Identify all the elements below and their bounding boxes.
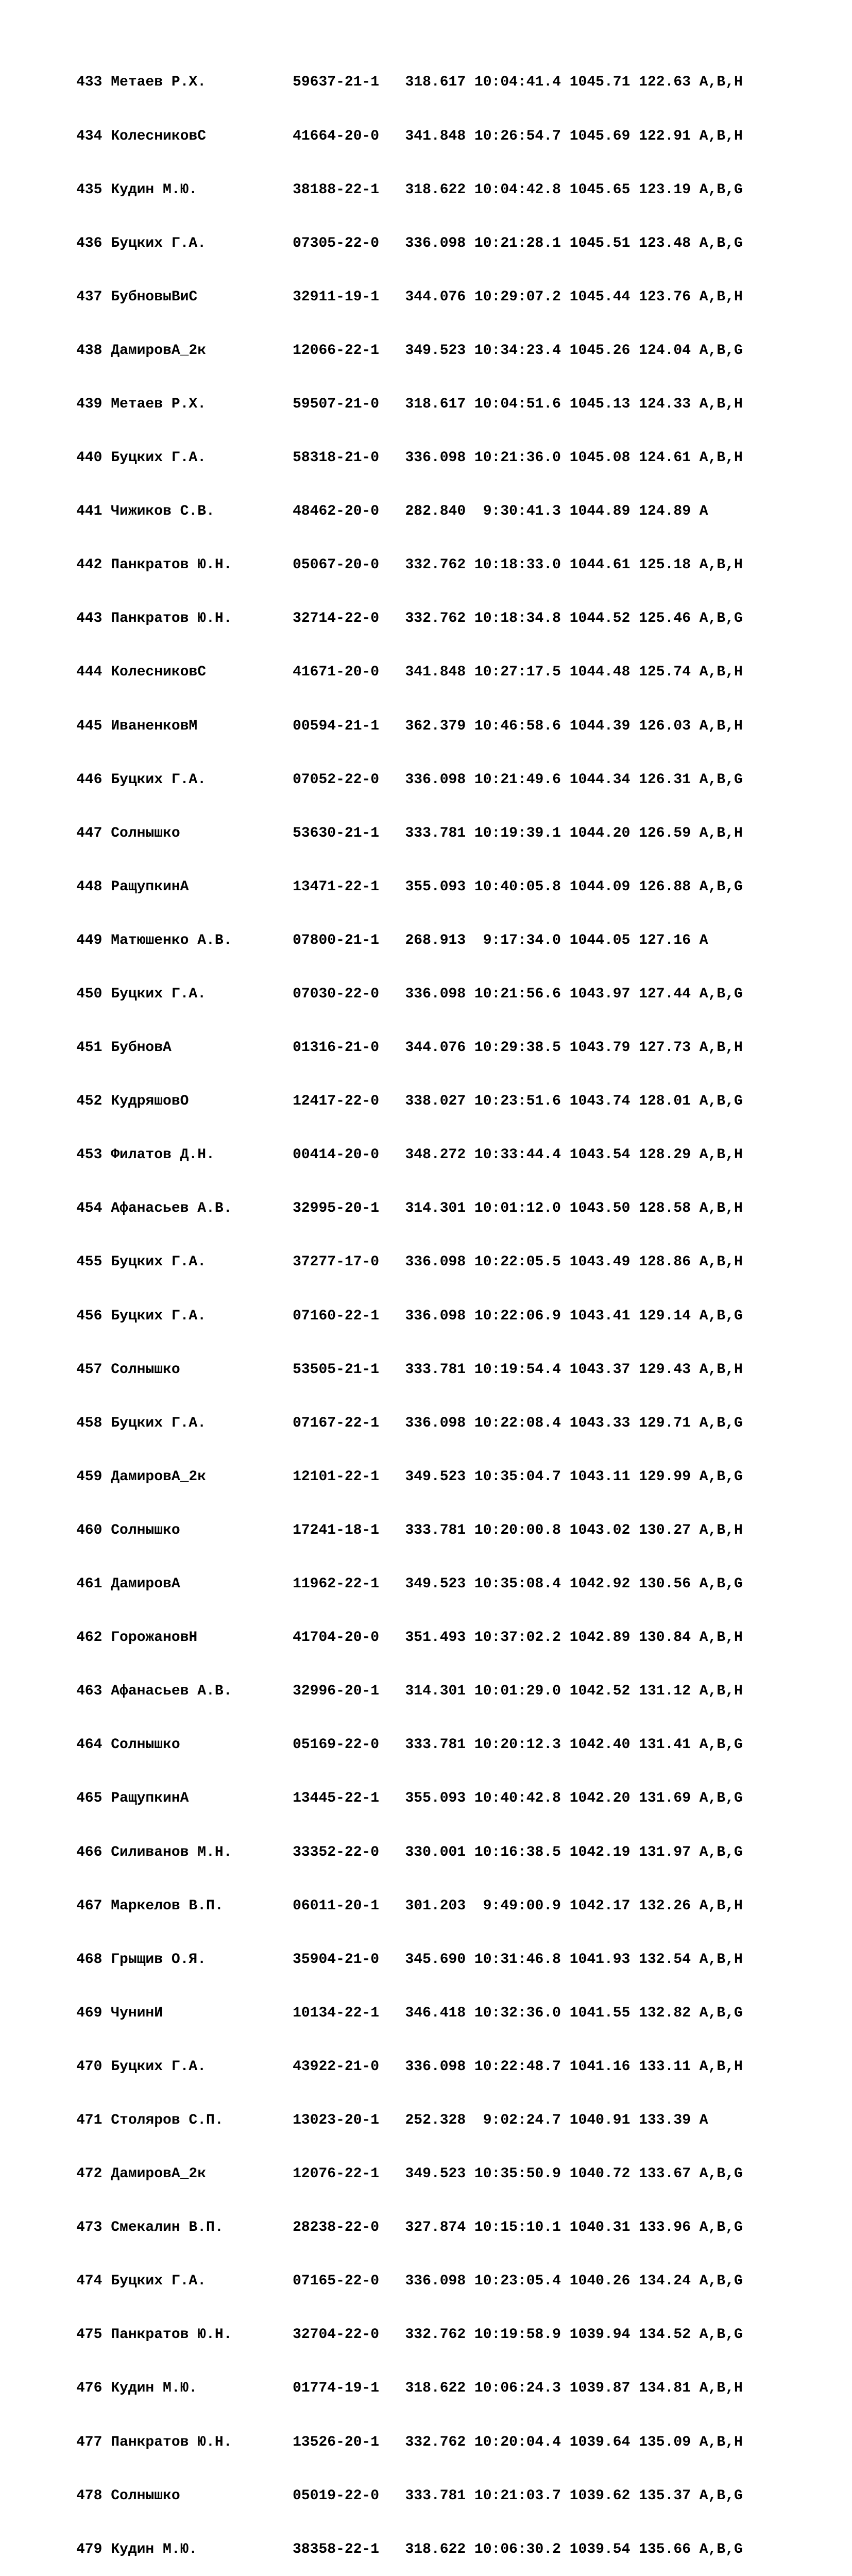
result-row: 450 Буцких Г.А. 07030-22-0 336.098 10:21:56.6 1043.97 127.44 A,B,G [76, 986, 743, 1002]
result-row: 448 РащупкинА 13471-22-1 355.093 10:40:05.8 1044.09 126.88 A,B,G [76, 878, 743, 895]
result-row: 445 ИваненковМ 00594-21-1 362.379 10:46:58.6 1044.39 126.03 A,B,H [76, 718, 743, 734]
result-row: 462 ГорожановН 41704-20-0 351.493 10:37:02.2 1042.89 130.84 A,B,H [76, 1630, 743, 1646]
result-row: 438 ДамировА_2к 12066-22-1 349.523 10:34:23.4 1045.26 124.04 A,B,G [76, 342, 743, 359]
result-row: 478 Солнышко 05019-22-0 333.781 10:21:03.7 1039.62 135.37 A,B,G [76, 2487, 743, 2504]
result-row: 454 Афанасьев А.В. 32995-20-1 314.301 10:01:12.0 1043.50 128.58 A,B,H [76, 1200, 743, 1217]
result-row: 434 КолесниковС 41664-20-0 341.848 10:26:54.7 1045.69 122.91 A,B,H [76, 128, 743, 144]
result-row: 461 ДамировА 11962-22-1 349.523 10:35:08.4 1042.92 130.56 A,B,G [76, 1576, 743, 1592]
result-row: 465 РащупкинА 13445-22-1 355.093 10:40:42.8 1042.20 131.69 A,B,G [76, 1790, 743, 1807]
result-row: 444 КолесниковС 41671-20-0 341.848 10:27:17.5 1044.48 125.74 A,B,H [76, 664, 743, 681]
result-row: 449 Матюшенко А.В. 07800-21-1 268.913 9:17:34.0 1044.05 127.16 A [76, 932, 708, 948]
result-row: 443 Панкратов Ю.Н. 32714-22-0 332.762 10:18:34.8 1044.52 125.46 A,B,G [76, 611, 743, 627]
result-row: 441 Чижиков С.В. 48462-20-0 282.840 9:30:41.3 1044.89 124.89 A [76, 503, 708, 520]
result-row: 440 Буцких Г.А. 58318-21-0 336.098 10:21:36.0 1045.08 124.61 A,B,H [76, 450, 743, 466]
result-row: 471 Столяров С.П. 13023-20-1 252.328 9:02:24.7 1040.91 133.39 A [76, 2112, 708, 2128]
result-row: 459 ДамировА_2к 12101-22-1 349.523 10:35:04.7 1043.11 129.99 A,B,G [76, 1468, 743, 1485]
result-row: 451 БубновА 01316-21-0 344.076 10:29:38.5 1043.79 127.73 A,B,H [76, 1040, 743, 1056]
result-row: 458 Буцких Г.А. 07167-22-1 336.098 10:22:08.4 1043.33 129.71 A,B,G [76, 1415, 743, 1431]
result-row: 456 Буцких Г.А. 07160-22-1 336.098 10:22:06.9 1043.41 129.14 A,B,G [76, 1308, 743, 1324]
result-row: 468 Грыщив О.Я. 35904-21-0 345.690 10:31:46.8 1041.93 132.54 A,B,H [76, 1951, 743, 1968]
result-row: 473 Смекалин В.П. 28238-22-0 327.874 10:15:10.1 1040.31 133.96 A,B,G [76, 2219, 743, 2236]
result-row: 457 Солнышко 53505-21-1 333.781 10:19:54.4 1043.37 129.43 A,B,H [76, 1361, 743, 1378]
result-row: 452 КудряшовО 12417-22-0 338.027 10:23:51.6 1043.74 128.01 A,B,G [76, 1093, 743, 1110]
result-row: 439 Метаев Р.Х. 59507-21-0 318.617 10:04:51.6 1045.13 124.33 A,B,H [76, 396, 743, 412]
results-listing [76, 38, 743, 2576]
result-row: 435 Кудин М.Ю. 38188-22-1 318.622 10:04:42.8 1045.65 123.19 A,B,G [76, 181, 743, 198]
result-row: 476 Кудин М.Ю. 01774-19-1 318.622 10:06:24.3 1039.87 134.81 A,B,H [76, 2380, 743, 2397]
result-row: 467 Маркелов В.П. 06011-20-1 301.203 9:49:00.9 1042.17 132.26 A,B,H [76, 1897, 743, 1914]
result-row: 474 Буцких Г.А. 07165-22-0 336.098 10:23:05.4 1040.26 134.24 A,B,G [76, 2273, 743, 2290]
result-row: 446 Буцких Г.А. 07052-22-0 336.098 10:21:49.6 1044.34 126.31 A,B,G [76, 771, 743, 788]
result-row: 472 ДамировА_2к 12076-22-1 349.523 10:35:50.9 1040.72 133.67 A,B,G [76, 2166, 743, 2182]
result-row: 455 Буцких Г.А. 37277-17-0 336.098 10:22:05.5 1043.49 128.86 A,B,H [76, 1254, 743, 1270]
result-row: 477 Панкратов Ю.Н. 13526-20-1 332.762 10:20:04.4 1039.64 135.09 A,B,H [76, 2434, 743, 2450]
result-row: 433 Метаев Р.Х. 59637-21-1 318.617 10:04:41.4 1045.71 122.63 A,B,H [76, 74, 743, 91]
result-row: 436 Буцких Г.А. 07305-22-0 336.098 10:21:28.1 1045.51 123.48 A,B,G [76, 235, 743, 251]
result-row: 469 ЧунинИ 10134-22-1 346.418 10:32:36.0 1041.55 132.82 A,B,G [76, 2005, 743, 2021]
result-row: 437 БубновыВиС 32911-19-1 344.076 10:29:07.2 1045.44 123.76 A,B,H [76, 289, 743, 305]
result-row: 470 Буцких Г.А. 43922-21-0 336.098 10:22:48.7 1041.16 133.11 A,B,H [76, 2058, 743, 2075]
result-row: 463 Афанасьев А.В. 32996-20-1 314.301 10:01:29.0 1042.52 131.12 A,B,H [76, 1683, 743, 1700]
result-row: 447 Солнышко 53630-21-1 333.781 10:19:39.1 1044.20 126.59 A,B,H [76, 825, 743, 841]
result-row: 464 Солнышко 05169-22-0 333.781 10:20:12.3 1042.40 131.41 A,B,G [76, 1737, 743, 1753]
result-row: 475 Панкратов Ю.Н. 32704-22-0 332.762 10:19:58.9 1039.94 134.52 A,B,G [76, 2327, 743, 2343]
result-row: 442 Панкратов Ю.Н. 05067-20-0 332.762 10:18:33.0 1044.61 125.18 A,B,H [76, 557, 743, 573]
result-row: 479 Кудин М.Ю. 38358-22-1 318.622 10:06:30.2 1039.54 135.66 A,B,G [76, 2541, 743, 2557]
result-row: 466 Силиванов М.Н. 33352-22-0 330.001 10:16:38.5 1042.19 131.97 A,B,G [76, 1844, 743, 1860]
result-row: 453 Филатов Д.Н. 00414-20-0 348.272 10:33:44.4 1043.54 128.29 A,B,H [76, 1147, 743, 1163]
result-row: 460 Солнышко 17241-18-1 333.781 10:20:00.8 1043.02 130.27 A,B,H [76, 1522, 743, 1538]
